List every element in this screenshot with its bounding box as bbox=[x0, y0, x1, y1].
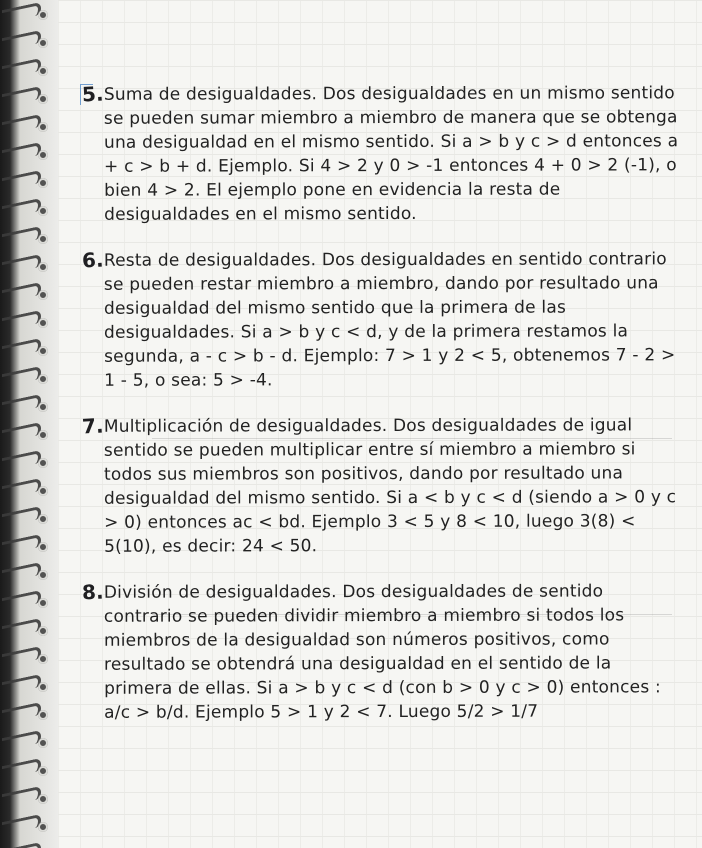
section-text: Resta de desigualdades. Dos desigualdades en sentido contrario se pueden restar miembro a miembro, dando por resultado una desigualdad del mismo sentido que la primera de las desigualdades. Si a > b y c < d, y de la primera restamos la segunda, a - c > b - d. Ejemplo: 7 > 1 y 2 < 5, obtenemos 7 - 2 > 1 - 5, o sea: 5 > -4. bbox=[103, 249, 676, 391]
spiral-ring bbox=[2, 58, 41, 79]
spiral-ring bbox=[2, 590, 41, 611]
spiral-ring bbox=[2, 730, 41, 751]
spiral-ring bbox=[2, 674, 41, 695]
binding-hole bbox=[38, 626, 48, 636]
spiral-ring bbox=[2, 114, 41, 135]
spiral-ring bbox=[2, 646, 41, 667]
section-7 bbox=[82, 414, 682, 558]
binding-hole bbox=[38, 458, 48, 468]
spiral-ring bbox=[2, 310, 41, 331]
binding-hole bbox=[38, 38, 48, 48]
binding-hole bbox=[38, 206, 48, 216]
binding-hole bbox=[38, 542, 48, 552]
spiral-binding bbox=[0, 0, 42, 848]
spiral-ring bbox=[2, 30, 41, 51]
binding-hole bbox=[38, 598, 48, 608]
section-number: 6. bbox=[81, 247, 105, 273]
binding-hole bbox=[38, 514, 48, 524]
spiral-ring bbox=[2, 170, 41, 191]
binding-hole bbox=[38, 290, 48, 300]
binding-hole bbox=[38, 122, 48, 132]
binding-hole bbox=[38, 66, 48, 76]
spiral-ring bbox=[2, 702, 41, 723]
section-number: 5. bbox=[81, 81, 105, 107]
spiral-ring bbox=[2, 338, 41, 359]
section-text: Suma de desigualdades. Dos desigualdades en un mismo sentido se pueden sumar miembro a miembro de manera que se obtenga una desigualdad en el mismo sentido. Si a > b y c > d entonces a + c > b + d. Ejemplo. Si 4 > 2 y 0 > -1 entonces 4 + 0 > 2 (-1), o bien 4 > 2. El ejemplo pone en evidencia la resta de desigualdades en el mismo sentido. bbox=[103, 83, 679, 225]
binding-hole bbox=[38, 710, 48, 720]
binding-hole bbox=[38, 234, 48, 244]
binding-hole bbox=[38, 486, 48, 496]
binding-hole bbox=[38, 766, 48, 776]
binding-hole bbox=[38, 10, 48, 20]
spiral-ring bbox=[2, 142, 41, 163]
binding-hole bbox=[38, 318, 48, 328]
binding-hole bbox=[38, 262, 48, 272]
binding-hole bbox=[38, 346, 48, 356]
spiral-ring bbox=[2, 534, 41, 555]
section-5 bbox=[82, 82, 682, 226]
binding-hole bbox=[38, 738, 48, 748]
section-text: División de desigualdades. Dos desigualdades de sentido contrario se pueden dividir miembro a miembro si todos los miembros de la desigualdad son números positivos, como resultado se obtendrá una desigualdad en el sentido de la primera de ellas. Si a > b y c < d (con b > 0 y c > 0) entonces : a/c > b/d. Ejemplo 5 > 1 y 2 < 7. Luego 5/2 > 1/7 bbox=[103, 581, 661, 723]
spiral-ring bbox=[2, 2, 41, 23]
binding-hole bbox=[38, 822, 48, 832]
handwritten-content bbox=[82, 82, 682, 746]
spiral-ring bbox=[2, 422, 41, 443]
spiral-ring bbox=[2, 842, 41, 848]
binding-hole bbox=[38, 570, 48, 580]
spiral-ring bbox=[2, 478, 41, 499]
spiral-ring bbox=[2, 814, 41, 835]
binding-hole bbox=[38, 654, 48, 664]
spiral-ring bbox=[2, 758, 41, 779]
spiral-ring bbox=[2, 86, 41, 107]
binding-hole bbox=[38, 94, 48, 104]
spiral-ring bbox=[2, 366, 41, 387]
section-8 bbox=[82, 580, 682, 724]
binding-hole bbox=[38, 682, 48, 692]
section-text: Multiplicación de desigualdades. Dos desigualdades de igual sentido se pueden multiplicar entre sí miembro a miembro si todos sus miembros son positivos, dando por resultado una desigualdad del mismo sentido. Si a < b y c < d (siendo a > 0 y c > 0) entonces ac < bd. Ejemplo 3 < 5 y 8 < 10, luego 3(8) < 5(10), es decir: 24 < 50. bbox=[103, 415, 677, 557]
spiral-ring bbox=[2, 618, 41, 639]
binding-hole bbox=[38, 374, 48, 384]
spiral-ring bbox=[2, 786, 41, 807]
spiral-ring bbox=[2, 562, 41, 583]
spiral-ring bbox=[2, 394, 41, 415]
spiral-ring bbox=[2, 506, 41, 527]
spiral-ring bbox=[2, 282, 41, 303]
spiral-ring bbox=[2, 450, 41, 471]
binding-hole bbox=[38, 794, 48, 804]
binding-hole bbox=[38, 430, 48, 440]
section-number: 7. bbox=[81, 413, 105, 439]
binding-hole bbox=[38, 150, 48, 160]
spiral-ring bbox=[2, 198, 41, 219]
section-6 bbox=[82, 248, 682, 392]
spiral-ring bbox=[2, 226, 41, 247]
binding-hole bbox=[38, 402, 48, 412]
binding-hole bbox=[38, 178, 48, 188]
binding-holes bbox=[38, 0, 52, 848]
section-number: 8. bbox=[81, 579, 105, 605]
spiral-ring bbox=[2, 254, 41, 275]
